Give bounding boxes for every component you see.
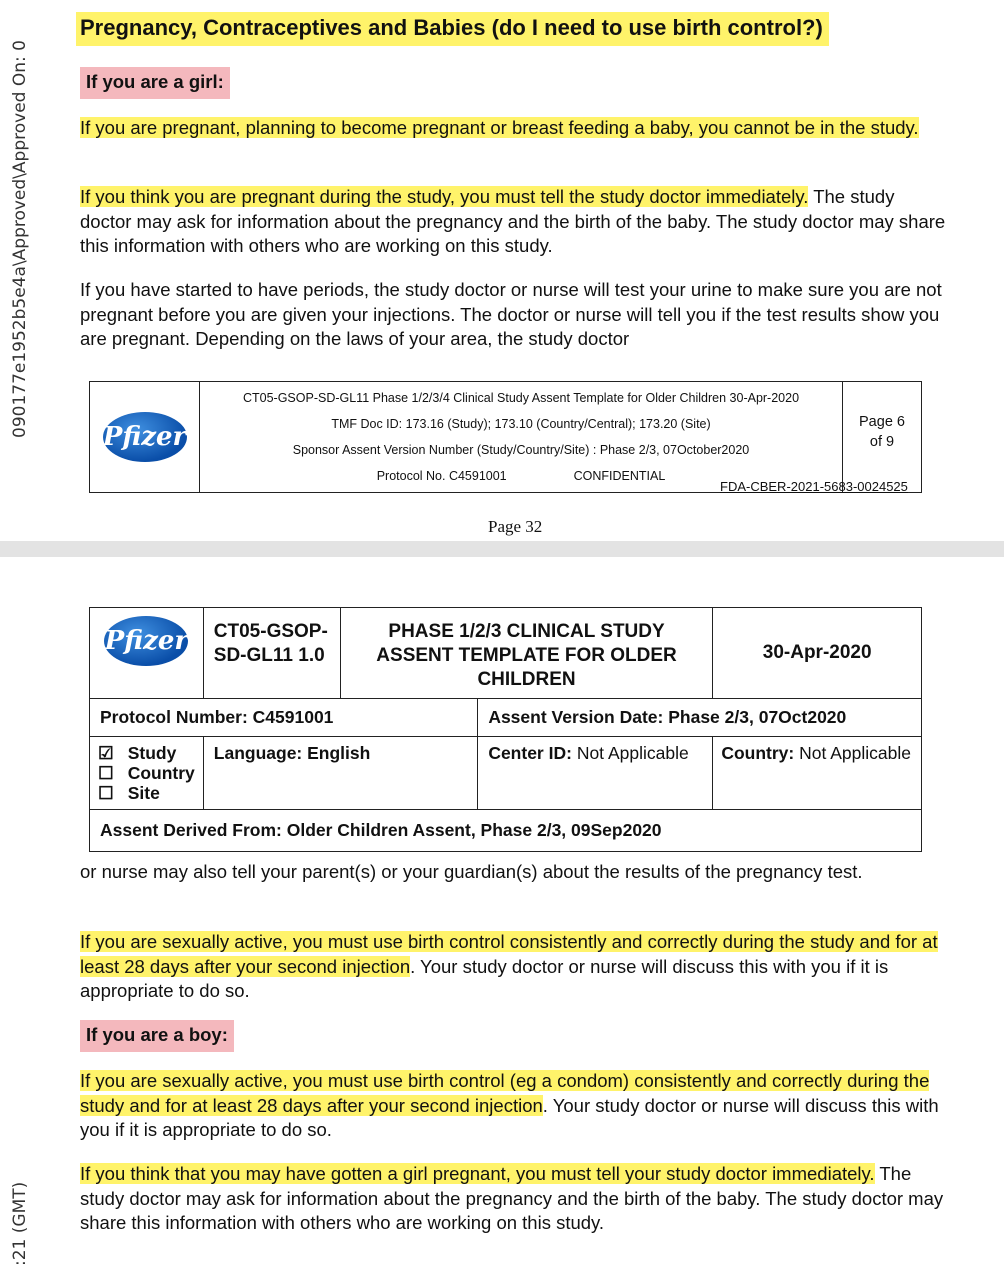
paragraph-tell-doctor [80,185,950,259]
footer-protocol: Protocol No. C4591001 [376,469,507,483]
highlight-text: If you think you are pregnant during the study, you must tell the study doctor immediately. [80,186,809,207]
country-label: Country: [721,743,795,763]
footer-line-2: TMF Doc ID: 173.16 (Study); 173.10 (Country/Central); 173.20 (Site) [331,417,711,431]
paragraph-pregnancy-results [80,860,950,885]
body-text: . Your study doctor or nurse will discuss this with you if it is appropriate to do so. [80,955,889,1001]
footer-page-cell [843,382,922,493]
page-separator [0,541,1004,557]
header-checkbox-cell [90,737,204,810]
checked-box-icon[interactable]: ☑ [98,743,114,763]
checkbox-label-country: Country [127,763,195,783]
time-stamp: :21 (GMT) [10,1181,30,1266]
checkbox-label-site: Site [127,783,160,803]
body-text: The study doctor may ask for information about the pregnancy and the birth of the baby. The study doctor may share this information with others who are working on this study. [80,1163,944,1233]
girl-heading: If you are a girl: [80,67,230,99]
body-text: . Your study doctor or nurse will discuss this with you if it is appropriate to do so. [80,1094,939,1140]
footer-info-cell [200,382,843,493]
country-value: Not Applicable [799,743,911,763]
body-text: or nurse may also tell your parent(s) or your guardian(s) about the results of the pregnancy test. [80,861,863,882]
fda-document-id: FDA-CBER-2021-5683-0024525 [720,479,908,494]
header-code: CT05-GSOP-SD-GL11 1.0 [203,608,340,699]
footer-confidential: CONFIDENTIAL [573,469,666,483]
header-logo-cell [90,608,204,699]
page-header-table [89,607,922,852]
page-number: Page 32 [488,517,543,536]
highlight-text: If you are sexually active, you must use birth control consistently and correctly during the study and for at least 28 days after your second injection [80,931,938,977]
body-text: The study doctor may ask for information about the pregnancy and the birth of the baby. The study doctor may share this information with others who are working on this study. [80,186,946,256]
footer-logo-cell [90,382,200,493]
paragraph-pregnant [80,116,950,141]
header-protocol-number: Protocol Number: C4591001 [90,699,478,737]
center-value: Not Applicable [576,743,689,763]
highlight-text: If you are pregnant, planning to become pregnant or breast feeding a baby, you cannot be in the study. [80,117,919,138]
header-language: Language: English [203,737,478,810]
highlight-text: If you are sexually active, you must use birth control (eg a condom) consistently and correctly during the study and for at least 28 days after your second injection [80,1070,930,1116]
paragraph-girl-birth-control [80,930,950,1004]
footer-page-label: Page 6 [859,414,905,430]
document-stamp: 090177e1952b5e4a\Approved\Approved On: 0 [10,40,30,438]
header-template-title: PHASE 1/2/3 CLINICAL STUDY ASSENT TEMPLATE FOR OLDER CHILDREN [340,608,713,699]
page-footer-table [89,381,922,493]
footer-line-3: Sponsor Assent Version Number (Study/Country/Site) : Phase 2/3, 07October2020 [292,443,750,457]
paragraph-urine-test [80,278,950,352]
header-country-cell [713,737,922,810]
pfizer-logo: Pfizer [104,616,188,666]
highlight-text: If you think that you may have gotten a girl pregnant, you must tell your study doctor immediately. [80,1163,875,1184]
empty-box-icon[interactable]: ☐ [98,763,114,783]
paragraph-boy-birth-control [80,1069,950,1143]
checkbox-label-study: Study [127,743,177,763]
boy-heading: If you are a boy: [80,1020,234,1052]
empty-box-icon[interactable]: ☐ [98,783,114,803]
header-derived-from: Assent Derived From: Older Children Assent, Phase 2/3, 09Sep2020 [90,810,922,852]
header-center-cell [478,737,713,810]
header-date: 30-Apr-2020 [713,608,922,699]
footer-line-1: CT05-GSOP-SD-GL11 Phase 1/2/3/4 Clinical Study Assent Template for Older Children 30-Apr-2020 [242,391,800,405]
center-label: Center ID: [488,743,572,763]
paragraph-boy-pregnancy [80,1162,950,1236]
section-title: Pregnancy, Contraceptives and Babies (do I need to use birth control?) [76,12,829,46]
pfizer-logo: Pfizer [103,412,187,462]
body-text: If you have started to have periods, the study doctor or nurse will test your urine to make sure you are not pregnant before you are given your injections. The doctor or nurse will tell you if the test results show you are pregnant. Depending on the laws of your area, the study doctor [80,279,942,349]
header-assent-version: Assent Version Date: Phase 2/3, 07Oct2020 [478,699,922,737]
footer-page-of: of 9 [869,434,895,450]
